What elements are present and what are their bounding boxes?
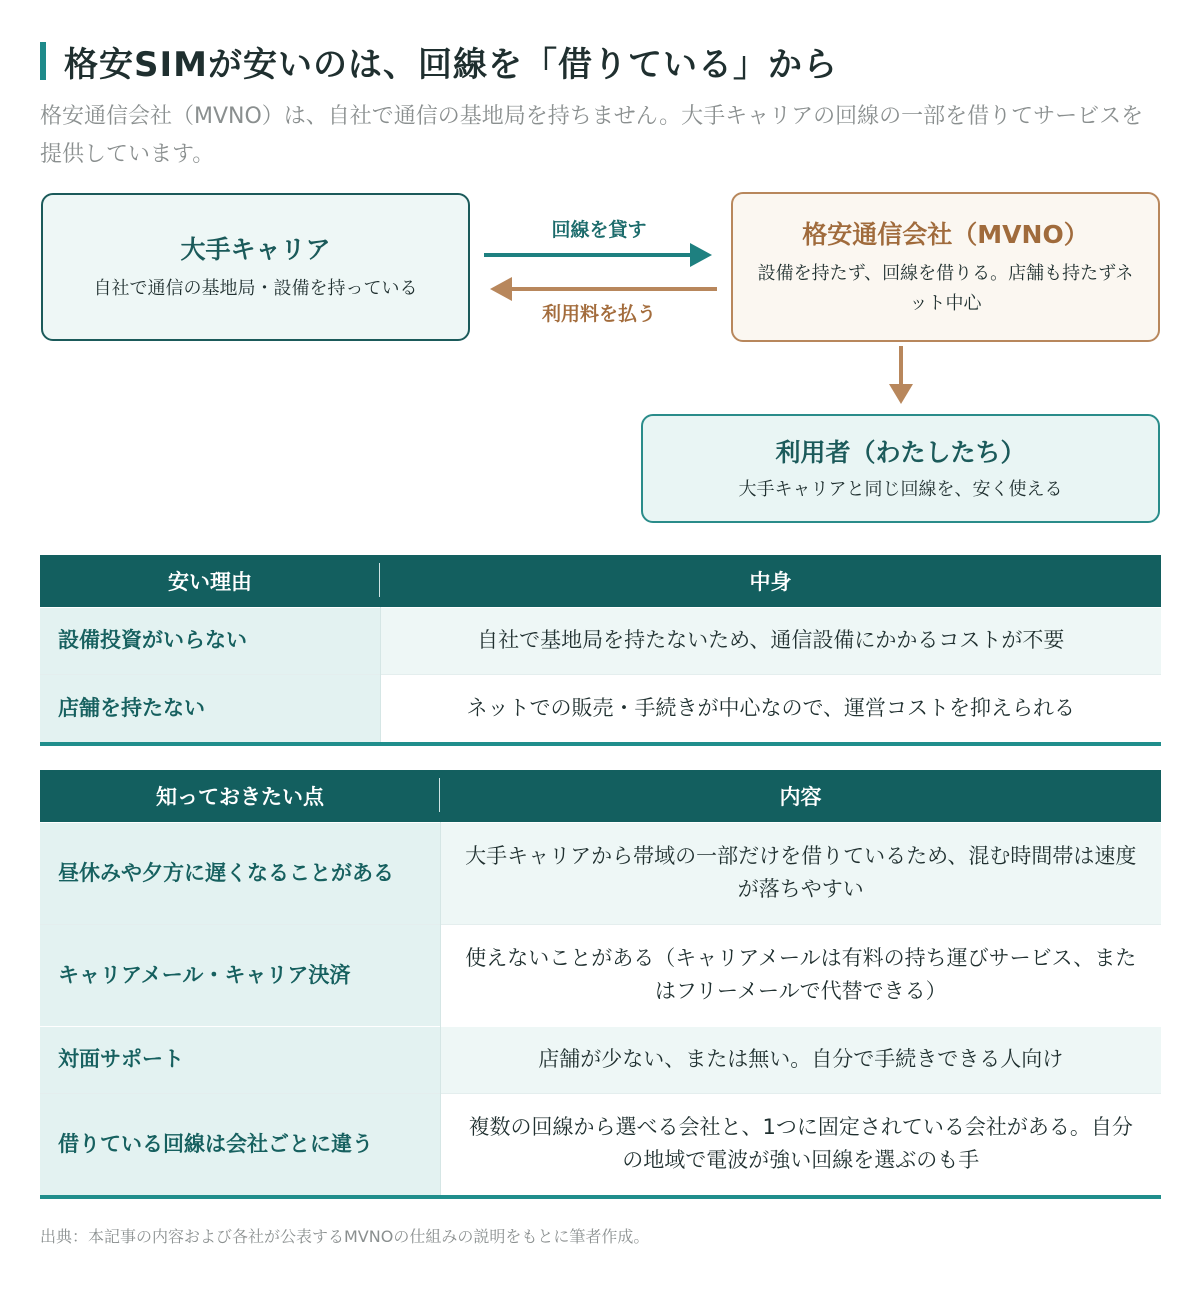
row-key: 借りている回線は会社ごとに違う: [40, 1093, 440, 1197]
table-row: [40, 924, 1161, 1026]
pay-arrow-head: [490, 277, 512, 301]
carrier-name: 大手キャリア: [180, 235, 331, 264]
table-row: [40, 1026, 1161, 1093]
row-value: 店舗が少ない、または無い。自分で手続きできる人向け: [440, 1026, 1161, 1093]
reasons-header-reason: 安い理由: [40, 555, 380, 607]
row-key: 設備投資がいらない: [40, 607, 380, 674]
mvno-name: 格安通信会社（MVNO）: [802, 220, 1089, 249]
row-key: 店舗を持たない: [40, 674, 380, 744]
row-key: キャリアメール・キャリア決済: [40, 924, 440, 1026]
row-value: 使えないことがある（キャリアメールは有料の持ち運びサービス、またはフリーメールで代替できる）: [440, 924, 1161, 1026]
table-row: [40, 607, 1161, 674]
row-key: 対面サポート: [40, 1026, 440, 1093]
user-desc: 大手キャリアと同じ回線を、安く使える: [738, 478, 1063, 500]
title-accent-bar: [40, 42, 46, 80]
mvno-box: [731, 192, 1160, 342]
row-value: ネットでの販売・手続きが中心なので、運営コストを抑えられる: [380, 674, 1161, 744]
carrier-box: [41, 193, 470, 341]
notes-header-content: 内容: [440, 770, 1161, 822]
lend-arrow-head: [690, 243, 712, 267]
table-row: [40, 674, 1161, 744]
reasons-table: [40, 555, 1161, 746]
row-value: 複数の回線から選べる会社と、1つに固定されている会社がある。自分の地域で電波が強い回線を選ぶのも手: [440, 1093, 1161, 1197]
lead-paragraph: 格安通信会社（MVNO）は、自社で通信の基地局を持ちません。大手キャリアの回線の一部を借りてサービスを提供しています。: [40, 104, 1144, 167]
title-text: 格安SIMが安いのは、回線を「借りている」から: [64, 44, 838, 85]
user-box: [641, 414, 1160, 523]
page-title: [40, 38, 1160, 84]
notes-table: [40, 770, 1161, 1199]
notes-header-point: 知っておきたい点: [40, 770, 440, 822]
table-row: [40, 822, 1161, 924]
source-note: 出典：本記事の内容および各社が公表するMVNOの仕組みの説明をもとに筆者作成。: [40, 1227, 650, 1246]
lend-label: 回線を貸す: [551, 219, 647, 241]
mvno-desc: 設備を持たず、回線を借りる。店舗も持たずネット中心: [757, 263, 1134, 314]
table-row: [40, 1093, 1161, 1197]
row-key: 昼休みや夕方に遅くなることがある: [40, 822, 440, 924]
carrier-desc: 自社で通信の基地局・設備を持っている: [93, 278, 418, 299]
reasons-header-content: 中身: [380, 555, 1161, 607]
row-value: 大手キャリアから帯域の一部だけを借りているため、混む時間帯は速度が落ちやすい: [440, 822, 1161, 924]
down-arrow-head: [889, 384, 913, 404]
pay-label: 利用料を払う: [541, 303, 656, 325]
user-name: 利用者（わたしたち）: [775, 437, 1026, 467]
row-value: 自社で基地局を持たないため、通信設備にかかるコストが不要: [380, 607, 1161, 674]
